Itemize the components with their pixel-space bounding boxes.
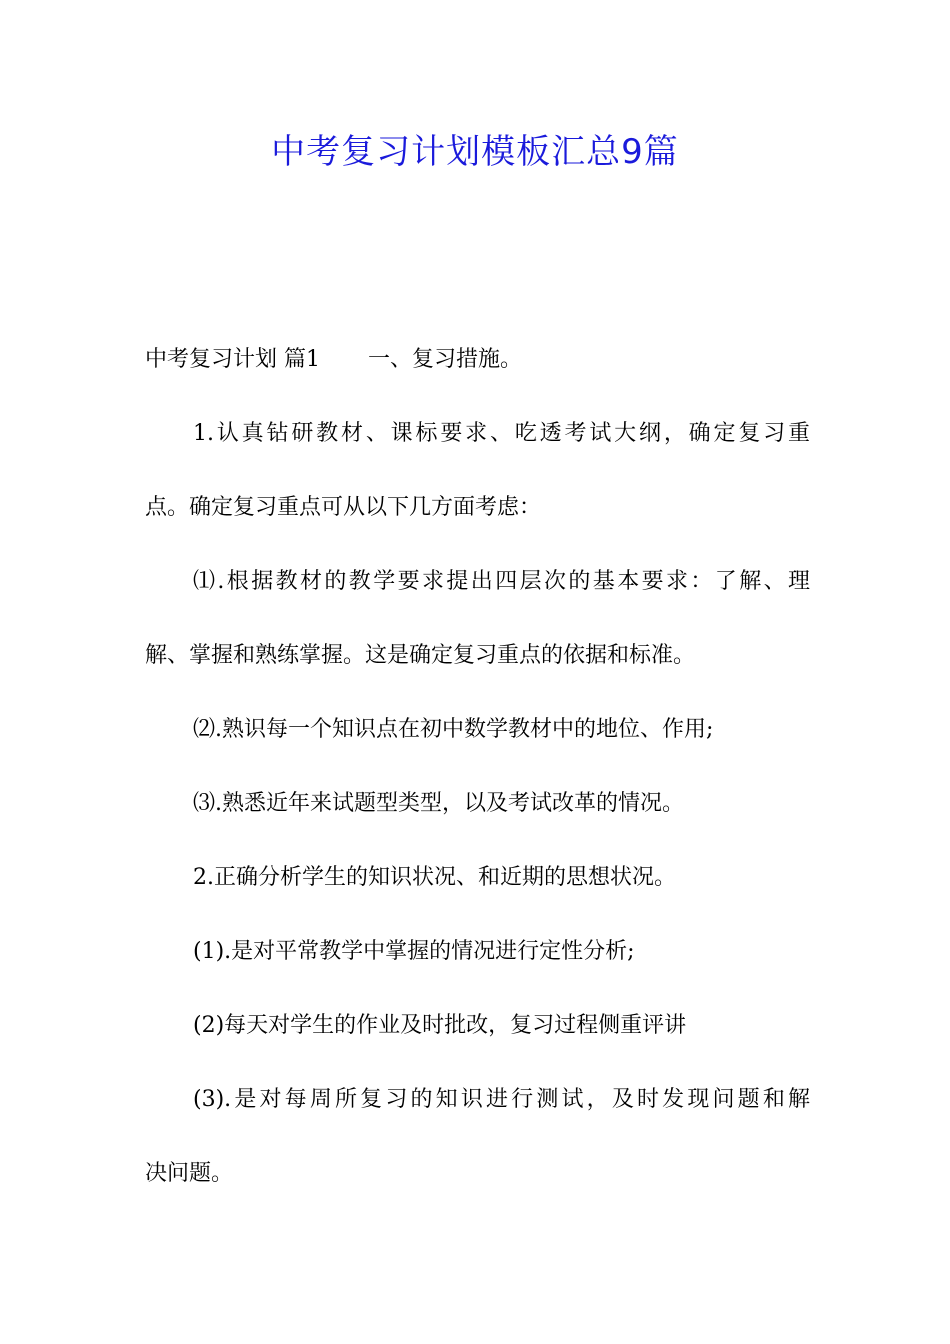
- paragraph-line: ⑵.熟识每一个知识点在初中数学教材中的地位、作用;: [193, 717, 714, 742]
- paragraph-line: 2.正确分析学生的知识状况、和近期的思想状况。: [193, 865, 676, 890]
- document-title: 中考复习计划模板汇总9篇: [271, 132, 679, 172]
- paragraph-line: 决问题。: [145, 1161, 234, 1186]
- paragraph-line: (2)每天对学生的作业及时批改，复习过程侧重评讲: [193, 1013, 687, 1038]
- paragraph-line: (1).是对平常教学中掌握的情况进行定性分析;: [193, 939, 635, 964]
- paragraph-line: 1.认真钻研教材、课标要求、吃透考试大纲，确定复习重: [193, 421, 810, 446]
- section-label: 中考复习计划 篇1: [145, 347, 320, 372]
- document-body: [145, 338, 810, 1226]
- paragraph-line: 点。确定复习重点可从以下几方面考虑：: [145, 495, 542, 520]
- paragraph-line: ⑶.熟悉近年来试题型类型，以及考试改革的情况。: [193, 791, 684, 816]
- paragraph-line: 解、掌握和熟练掌握。这是确定复习重点的依据和标准。: [145, 643, 696, 668]
- section-heading-line: [145, 338, 810, 412]
- paragraph-line: (3).是对每周所复习的知识进行测试，及时发现问题和解: [193, 1087, 810, 1112]
- paragraph-line: ⑴.根据教材的教学要求提出四层次的基本要求：了解、理: [193, 569, 810, 594]
- section-heading: 一、复习措施。: [368, 347, 523, 372]
